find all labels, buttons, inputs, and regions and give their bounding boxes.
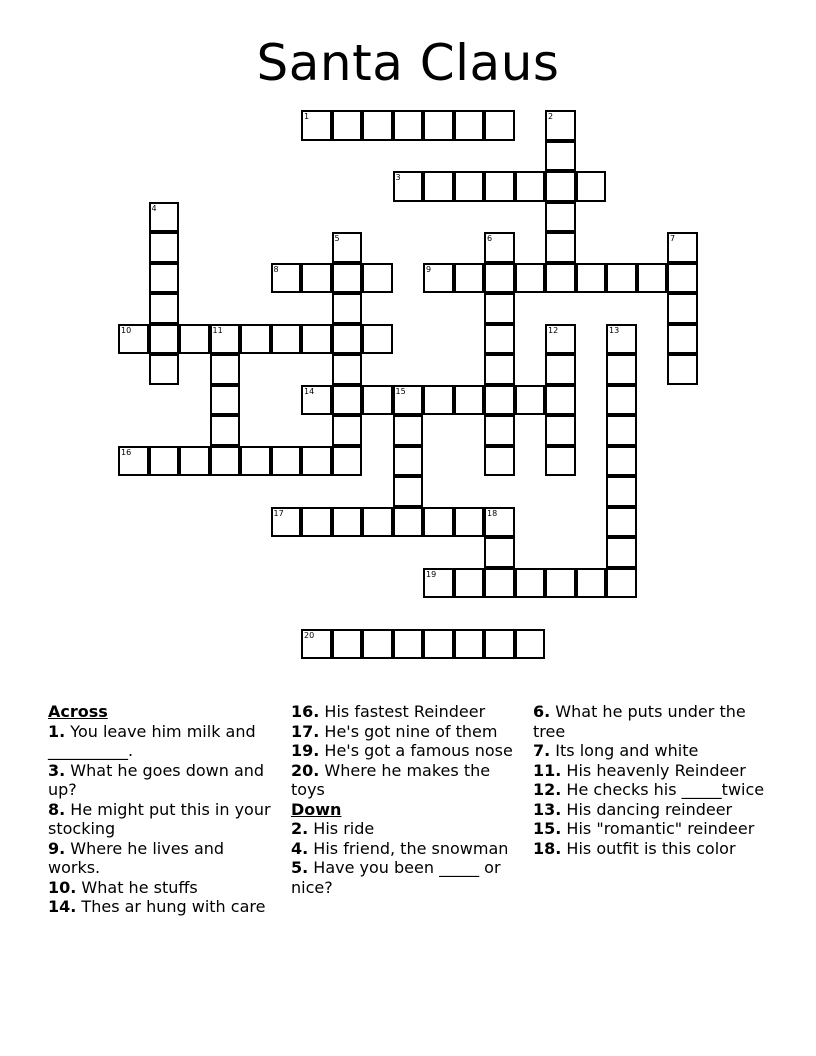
grid-cell[interactable] xyxy=(393,629,424,660)
grid-cell[interactable] xyxy=(576,568,607,599)
grid-cell[interactable] xyxy=(484,232,515,263)
clue-item xyxy=(48,839,278,878)
clue-number-label: 1. xyxy=(48,721,66,741)
clue-text: He might put this in your stocking xyxy=(48,799,271,838)
grid-cell[interactable] xyxy=(545,354,576,385)
grid-cell[interactable] xyxy=(484,293,515,324)
grid-cell[interactable] xyxy=(484,568,515,599)
grid-cell[interactable] xyxy=(210,446,241,477)
grid-cell[interactable] xyxy=(545,385,576,416)
clue-number: 6 xyxy=(487,234,493,243)
clue-number-label: 5. xyxy=(291,858,309,877)
grid-cell[interactable] xyxy=(454,263,485,294)
grid-cell[interactable] xyxy=(362,110,393,141)
grid-cell[interactable] xyxy=(149,293,180,324)
clue-item xyxy=(48,800,278,839)
clue-item xyxy=(291,839,523,859)
grid-cell[interactable] xyxy=(149,354,180,385)
clue-number: 8 xyxy=(273,264,279,274)
grid-cell[interactable] xyxy=(118,324,149,355)
grid-cell[interactable] xyxy=(393,507,424,538)
grid-cell[interactable] xyxy=(484,354,515,385)
clue-number-label: 15. xyxy=(533,819,562,838)
grid-cell[interactable] xyxy=(393,110,424,141)
grid-cell[interactable] xyxy=(606,385,637,416)
clue-number-label: 19. xyxy=(291,741,320,760)
grid-cell[interactable] xyxy=(210,415,241,446)
clue-number: 18 xyxy=(487,508,498,518)
grid-cell[interactable] xyxy=(484,446,515,477)
clue-text: He checks his _____twice xyxy=(561,780,765,799)
grid-cell[interactable] xyxy=(149,263,180,294)
clue-number: 10 xyxy=(121,325,132,335)
clue-number-label: 17. xyxy=(291,721,320,741)
grid-cell[interactable] xyxy=(545,232,576,263)
grid-cell[interactable] xyxy=(271,446,302,477)
grid-cell[interactable] xyxy=(606,568,637,599)
clue-text: You leave him milk and __________. xyxy=(48,721,256,760)
grid-cell[interactable] xyxy=(515,385,546,416)
grid-cell[interactable] xyxy=(210,354,241,385)
grid-cell[interactable] xyxy=(332,507,363,538)
grid-cell[interactable] xyxy=(606,354,637,385)
clue-item xyxy=(291,819,523,839)
grid-cell[interactable] xyxy=(149,446,180,477)
grid-cell[interactable] xyxy=(423,568,454,599)
grid-cell[interactable] xyxy=(545,446,576,477)
grid-cell[interactable] xyxy=(637,263,668,294)
grid-cell[interactable] xyxy=(332,293,363,324)
clue-number-label: 16. xyxy=(291,702,320,721)
grid-cell[interactable] xyxy=(545,415,576,446)
grid-cell[interactable] xyxy=(393,385,424,416)
grid-cell[interactable] xyxy=(606,415,637,446)
clue-number-label: 10. xyxy=(48,877,77,897)
grid-cell[interactable] xyxy=(484,171,515,202)
grid-cell[interactable] xyxy=(332,263,363,294)
clue-number: 16 xyxy=(121,447,132,457)
clue-number: 15 xyxy=(395,386,406,396)
grid-cell[interactable] xyxy=(454,171,485,202)
clue-number: 7 xyxy=(670,234,676,243)
grid-cell[interactable] xyxy=(210,385,241,416)
grid-cell[interactable] xyxy=(240,446,271,477)
grid-cell[interactable] xyxy=(454,507,485,538)
grid-cell[interactable] xyxy=(332,324,363,355)
grid-cell[interactable] xyxy=(606,263,637,294)
grid-cell[interactable] xyxy=(301,629,332,660)
clue-number: 1 xyxy=(304,112,310,121)
grid-cell[interactable] xyxy=(545,263,576,294)
clue-number-label: 12. xyxy=(533,780,562,799)
clue-item xyxy=(48,878,278,898)
grid-cell[interactable] xyxy=(423,171,454,202)
page-title: Santa Claus xyxy=(256,34,560,92)
clue-number: 20 xyxy=(304,630,315,640)
clue-number-label: 8. xyxy=(48,799,66,819)
grid-cell[interactable] xyxy=(332,415,363,446)
grid-cell[interactable] xyxy=(576,263,607,294)
grid-cell[interactable] xyxy=(332,232,363,263)
grid-cell[interactable] xyxy=(515,171,546,202)
clue-item xyxy=(533,761,773,781)
grid-cell[interactable] xyxy=(423,507,454,538)
clue-number-label: 4. xyxy=(291,838,309,858)
grid-cell[interactable] xyxy=(454,568,485,599)
grid-cell[interactable] xyxy=(332,629,363,660)
clue-item xyxy=(291,702,523,722)
clue-text: Have you been _____ or nice? xyxy=(291,858,501,897)
clue-item xyxy=(533,702,773,741)
grid-cell[interactable] xyxy=(240,324,271,355)
grid-cell[interactable] xyxy=(545,202,576,233)
clue-number: 17 xyxy=(273,508,284,518)
grid-cell[interactable] xyxy=(515,568,546,599)
grid-cell[interactable] xyxy=(301,385,332,416)
grid-cell[interactable] xyxy=(545,568,576,599)
grid-cell[interactable] xyxy=(393,476,424,507)
clue-item xyxy=(48,897,278,917)
grid-cell[interactable] xyxy=(393,171,424,202)
grid-cell[interactable] xyxy=(484,385,515,416)
clue-text: What he goes down and up? xyxy=(48,760,265,799)
grid-cell[interactable] xyxy=(271,324,302,355)
clue-number: 12 xyxy=(548,325,559,335)
grid-cell[interactable] xyxy=(271,263,302,294)
clue-text: Thes ar hung with care xyxy=(76,897,266,916)
clue-number: 5 xyxy=(334,234,340,243)
clue-number-label: 6. xyxy=(533,702,551,721)
clue-number-label: 3. xyxy=(48,760,66,780)
clue-item xyxy=(533,780,773,800)
grid-cell[interactable] xyxy=(515,629,546,660)
clue-number: 3 xyxy=(395,173,401,182)
grid-cell[interactable] xyxy=(393,446,424,477)
clues-column-1 xyxy=(48,702,278,917)
grid-cell[interactable] xyxy=(484,324,515,355)
grid-cell[interactable] xyxy=(118,446,149,477)
clue-text: He's got a famous nose xyxy=(319,741,513,760)
clue-item xyxy=(291,722,523,742)
grid-cell[interactable] xyxy=(576,171,607,202)
clue-item xyxy=(533,839,773,859)
clue-text: What he stuffs xyxy=(76,877,198,897)
clue-number: 14 xyxy=(304,386,315,396)
grid-cell[interactable] xyxy=(484,507,515,538)
grid-cell[interactable] xyxy=(423,263,454,294)
clue-text: Where he makes the toys xyxy=(291,760,491,799)
grid-cell[interactable] xyxy=(301,507,332,538)
clue-number: 2 xyxy=(548,112,554,121)
clue-item xyxy=(533,741,773,761)
grid-cell[interactable] xyxy=(667,232,698,263)
grid-cell[interactable] xyxy=(515,263,546,294)
clue-number-label: 9. xyxy=(48,838,66,858)
clue-item xyxy=(533,800,773,820)
grid-cell[interactable] xyxy=(362,629,393,660)
grid-cell[interactable] xyxy=(393,415,424,446)
grid-cell[interactable] xyxy=(301,263,332,294)
grid-cell[interactable] xyxy=(606,446,637,477)
grid-cell[interactable] xyxy=(667,293,698,324)
grid-cell[interactable] xyxy=(301,324,332,355)
clue-item xyxy=(291,761,523,800)
grid-cell[interactable] xyxy=(179,446,210,477)
grid-cell[interactable] xyxy=(271,507,302,538)
grid-cell[interactable] xyxy=(545,110,576,141)
grid-cell[interactable] xyxy=(362,324,393,355)
grid-cell[interactable] xyxy=(423,385,454,416)
grid-cell[interactable] xyxy=(454,110,485,141)
grid-cell[interactable] xyxy=(484,415,515,446)
grid-cell[interactable] xyxy=(149,232,180,263)
grid-cell[interactable] xyxy=(423,629,454,660)
grid-cell[interactable] xyxy=(484,629,515,660)
grid-cell[interactable] xyxy=(606,507,637,538)
grid-cell[interactable] xyxy=(606,324,637,355)
across-heading: Across xyxy=(48,702,108,721)
clue-text: His dancing reindeer xyxy=(561,799,733,819)
grid-cell[interactable] xyxy=(362,385,393,416)
clue-item xyxy=(291,858,523,897)
grid-cell[interactable] xyxy=(332,110,363,141)
clue-number-label: 14. xyxy=(48,897,77,916)
clue-number-label: 7. xyxy=(533,741,551,760)
clue-item xyxy=(48,761,278,800)
clue-text: His friend, the snowman xyxy=(308,838,509,858)
grid-cell[interactable] xyxy=(210,324,241,355)
clue-text: What he puts under the tree xyxy=(533,702,746,741)
clues-column-2 xyxy=(291,702,523,897)
clue-number: 19 xyxy=(426,569,437,579)
grid-cell[interactable] xyxy=(332,446,363,477)
clues-column-3 xyxy=(533,702,773,858)
grid-cell[interactable] xyxy=(454,629,485,660)
grid-cell[interactable] xyxy=(667,354,698,385)
clue-number: 11 xyxy=(212,325,223,335)
grid-cell[interactable] xyxy=(606,476,637,507)
grid-cell[interactable] xyxy=(545,324,576,355)
grid-cell[interactable] xyxy=(149,324,180,355)
grid-cell[interactable] xyxy=(454,385,485,416)
grid-cell[interactable] xyxy=(484,110,515,141)
clue-text: His outfit is this color xyxy=(561,838,736,858)
clue-text: He's got nine of them xyxy=(319,721,498,741)
grid-cell[interactable] xyxy=(362,507,393,538)
grid-cell[interactable] xyxy=(179,324,210,355)
grid-cell[interactable] xyxy=(606,537,637,568)
clue-item xyxy=(291,741,523,761)
grid-cell[interactable] xyxy=(362,263,393,294)
clue-text: Where he lives and works. xyxy=(48,838,225,877)
clue-text: His heavenly Reindeer xyxy=(561,760,746,780)
clue-item xyxy=(533,819,773,839)
clue-number: 13 xyxy=(609,325,620,335)
clue-number-label: 11. xyxy=(533,760,562,780)
clue-number: 4 xyxy=(151,203,157,213)
clue-number-label: 2. xyxy=(291,819,309,838)
clue-number-label: 13. xyxy=(533,799,562,819)
grid-cell[interactable] xyxy=(484,537,515,568)
grid-cell[interactable] xyxy=(149,202,180,233)
down-heading: Down xyxy=(291,799,342,819)
clue-item xyxy=(48,722,278,761)
grid-cell[interactable] xyxy=(332,354,363,385)
clue-text: His ride xyxy=(308,819,375,838)
clue-number-label: 20. xyxy=(291,760,320,780)
clue-number-label: 18. xyxy=(533,838,562,858)
clue-number: 9 xyxy=(426,264,432,274)
grid-cell[interactable] xyxy=(484,263,515,294)
grid-cell[interactable] xyxy=(545,141,576,172)
clue-text: His "romantic" reindeer xyxy=(561,819,755,838)
clue-text: His fastest Reindeer xyxy=(319,702,486,721)
clue-text: Its long and white xyxy=(550,741,699,760)
grid-cell[interactable] xyxy=(301,110,332,141)
grid-cell[interactable] xyxy=(301,446,332,477)
grid-cell[interactable] xyxy=(423,110,454,141)
grid-cell[interactable] xyxy=(667,263,698,294)
grid-cell[interactable] xyxy=(545,171,576,202)
grid-cell[interactable] xyxy=(332,385,363,416)
grid-cell[interactable] xyxy=(667,324,698,355)
